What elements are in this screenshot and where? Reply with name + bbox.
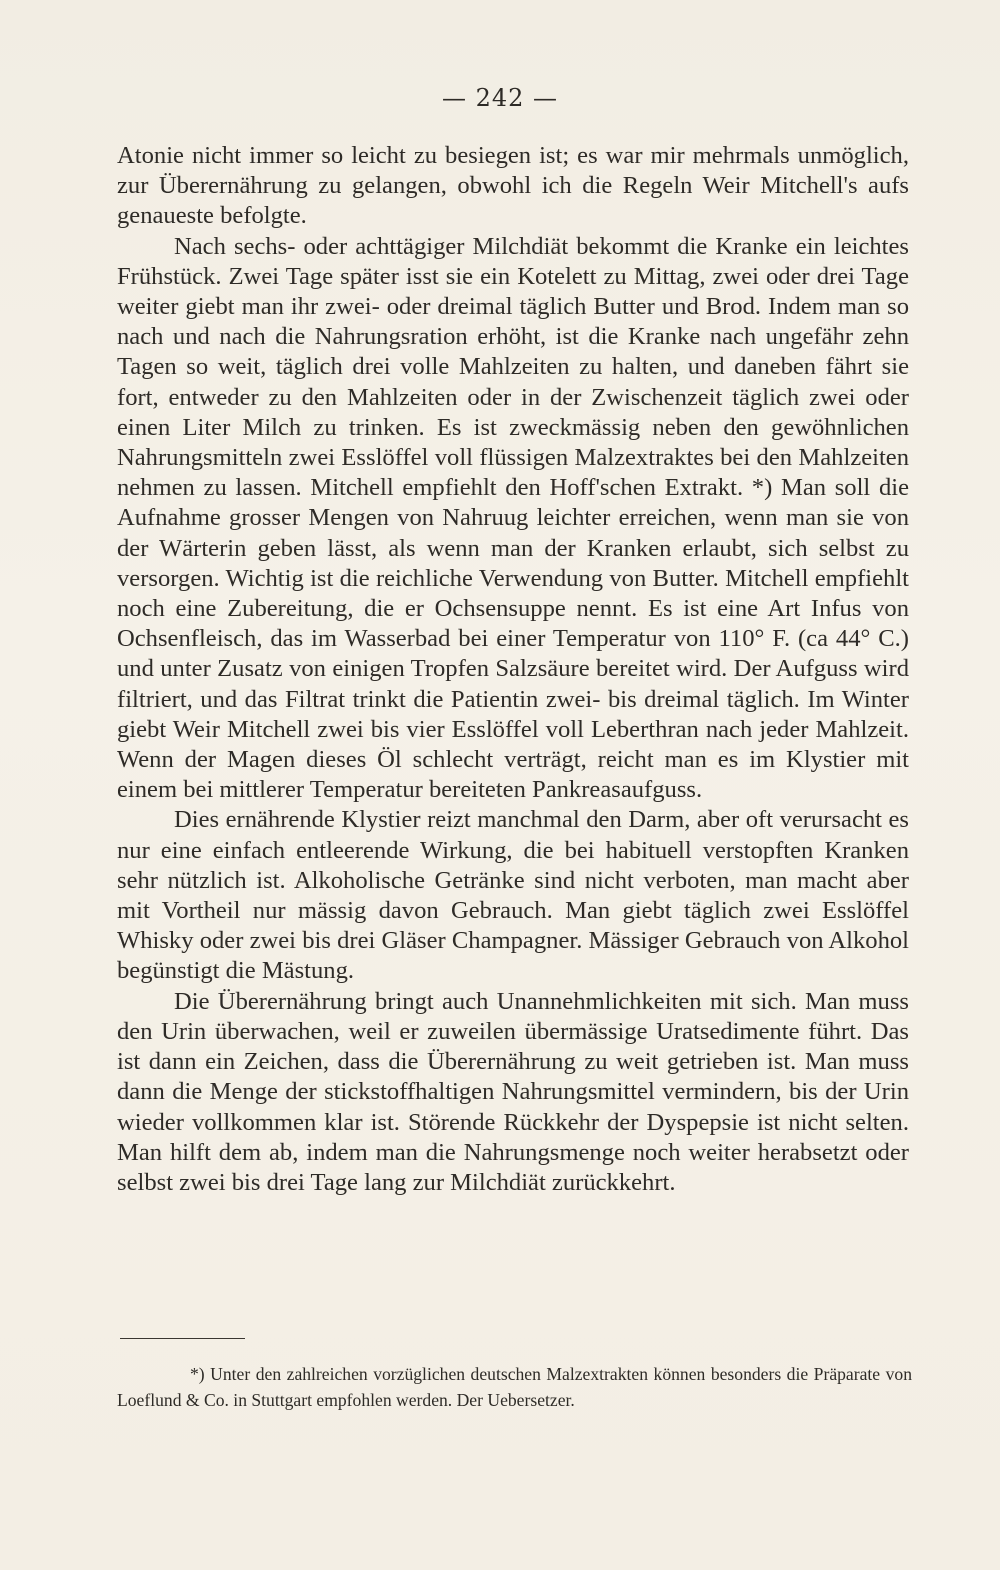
paragraph-2: Nach sechs- oder achttägiger Milchdiät bekommt die Kranke ein leichtes Frühstück. Zwei Tage später isst sie ein Kotelett zu Mittag, zwei oder drei Tage weiter giebt man ihr zwei- oder dreimal täglich Butter und Brod. Indem man so nach und nach die Nahrungsration erhöht, ist die Kranke nach ungefähr zehn Tagen so weit, täglich drei volle Mahlzeiten zu halten, und daneben fährt sie fort, entweder zu den Mahlzeiten oder in der Zwischenzeit täglich zwei oder einen Liter Milch zu trinken. Es ist zweckmässig neben den gewöhnlichen Nahrungsmitteln zwei Esslöffel voll flüssigen Malzextraktes bei den Mahlzeiten nehmen zu lassen. Mitchell empfiehlt den Hoff'schen Extrakt. *) Man soll die Aufnahme grosser Mengen von Nahruug leichter erreichen, wenn man sie von der Wärterin geben lässt, als wenn man der Kranken erlaubt, sich selbst zu versorgen. Wichtig ist die reichliche Verwendung von Butter. Mitchell empfiehlt noch eine Zubereitung, die er Ochsensuppe nennt. Es ist eine Art Infus von Ochsenfleisch, das im Wasserbad bei einer Temperatur von 110° F. (ca 44° C.) und unter Zusatz von einigen Tropfen Salzsäure bereitet wird. Der Aufguss wird filtriert, und das Filtrat trinkt die Patientin zwei- bis dreimal täglich. Im Winter giebt Weir Mitchell zwei bis vier Esslöffel voll Leberthran nach jeder Mahlzeit. Wenn der Magen dieses Öl schlecht verträgt, reicht man es im Klystier mit einem bei mittlerer Temperatur bereiteten Pankreasaufguss. (117, 232, 909, 804)
footnote-divider (120, 1338, 245, 1339)
paragraph-1: Atonie nicht immer so leicht zu besiegen ist; es war mir mehrmals unmöglich, zur Überernährung zu gelangen, obwohl ich die Regeln Weir Mitchell's aufs genaueste befolgte. (117, 142, 909, 230)
paragraph-4: Die Überernährung bringt auch Unannehmlichkeiten mit sich. Man muss den Urin überwachen, weil er zuweilen übermässige Uratsedimente führt. Das ist dann ein Zeichen, dass die Überernährung zu weit getrieben ist. Man muss dann die Menge der stickstoffhaltigen Nahrungsmittel vermindern, bis der Urin wieder vollkommen klar ist. Störende Rückkehr der Dyspepsie ist nicht selten. Man hilft dem ab, indem man die Nahrungsmenge noch weiter herabsetzt oder selbst zwei bis drei Tage lang zur Milchdiät zurückkehrt. (117, 987, 909, 1196)
footnote: *) Unter den zahlreichen vorzüglichen deutschen Malzextrakten können besonders die Präparate von Loeflund & Co. in Stuttgart empfohlen werden. Der Uebersetzer. (117, 1364, 912, 1410)
page-number: — 242 — (441, 84, 559, 112)
paragraph-3: Dies ernährende Klystier reizt manchmal den Darm, aber oft verursacht es nur eine einfach entleerende Wirkung, die bei habituell verstopften Kranken sehr nützlich ist. Alkoholische Getränke sind nicht verboten, man macht aber mit Vortheil nur mässig davon Gebrauch. Man giebt täglich zwei Esslöffel Whisky oder zwei bis drei Gläser Champagner. Mässiger Gebrauch von Alkohol begünstigt die Mästung. (117, 806, 909, 985)
body-text (117, 141, 909, 1198)
